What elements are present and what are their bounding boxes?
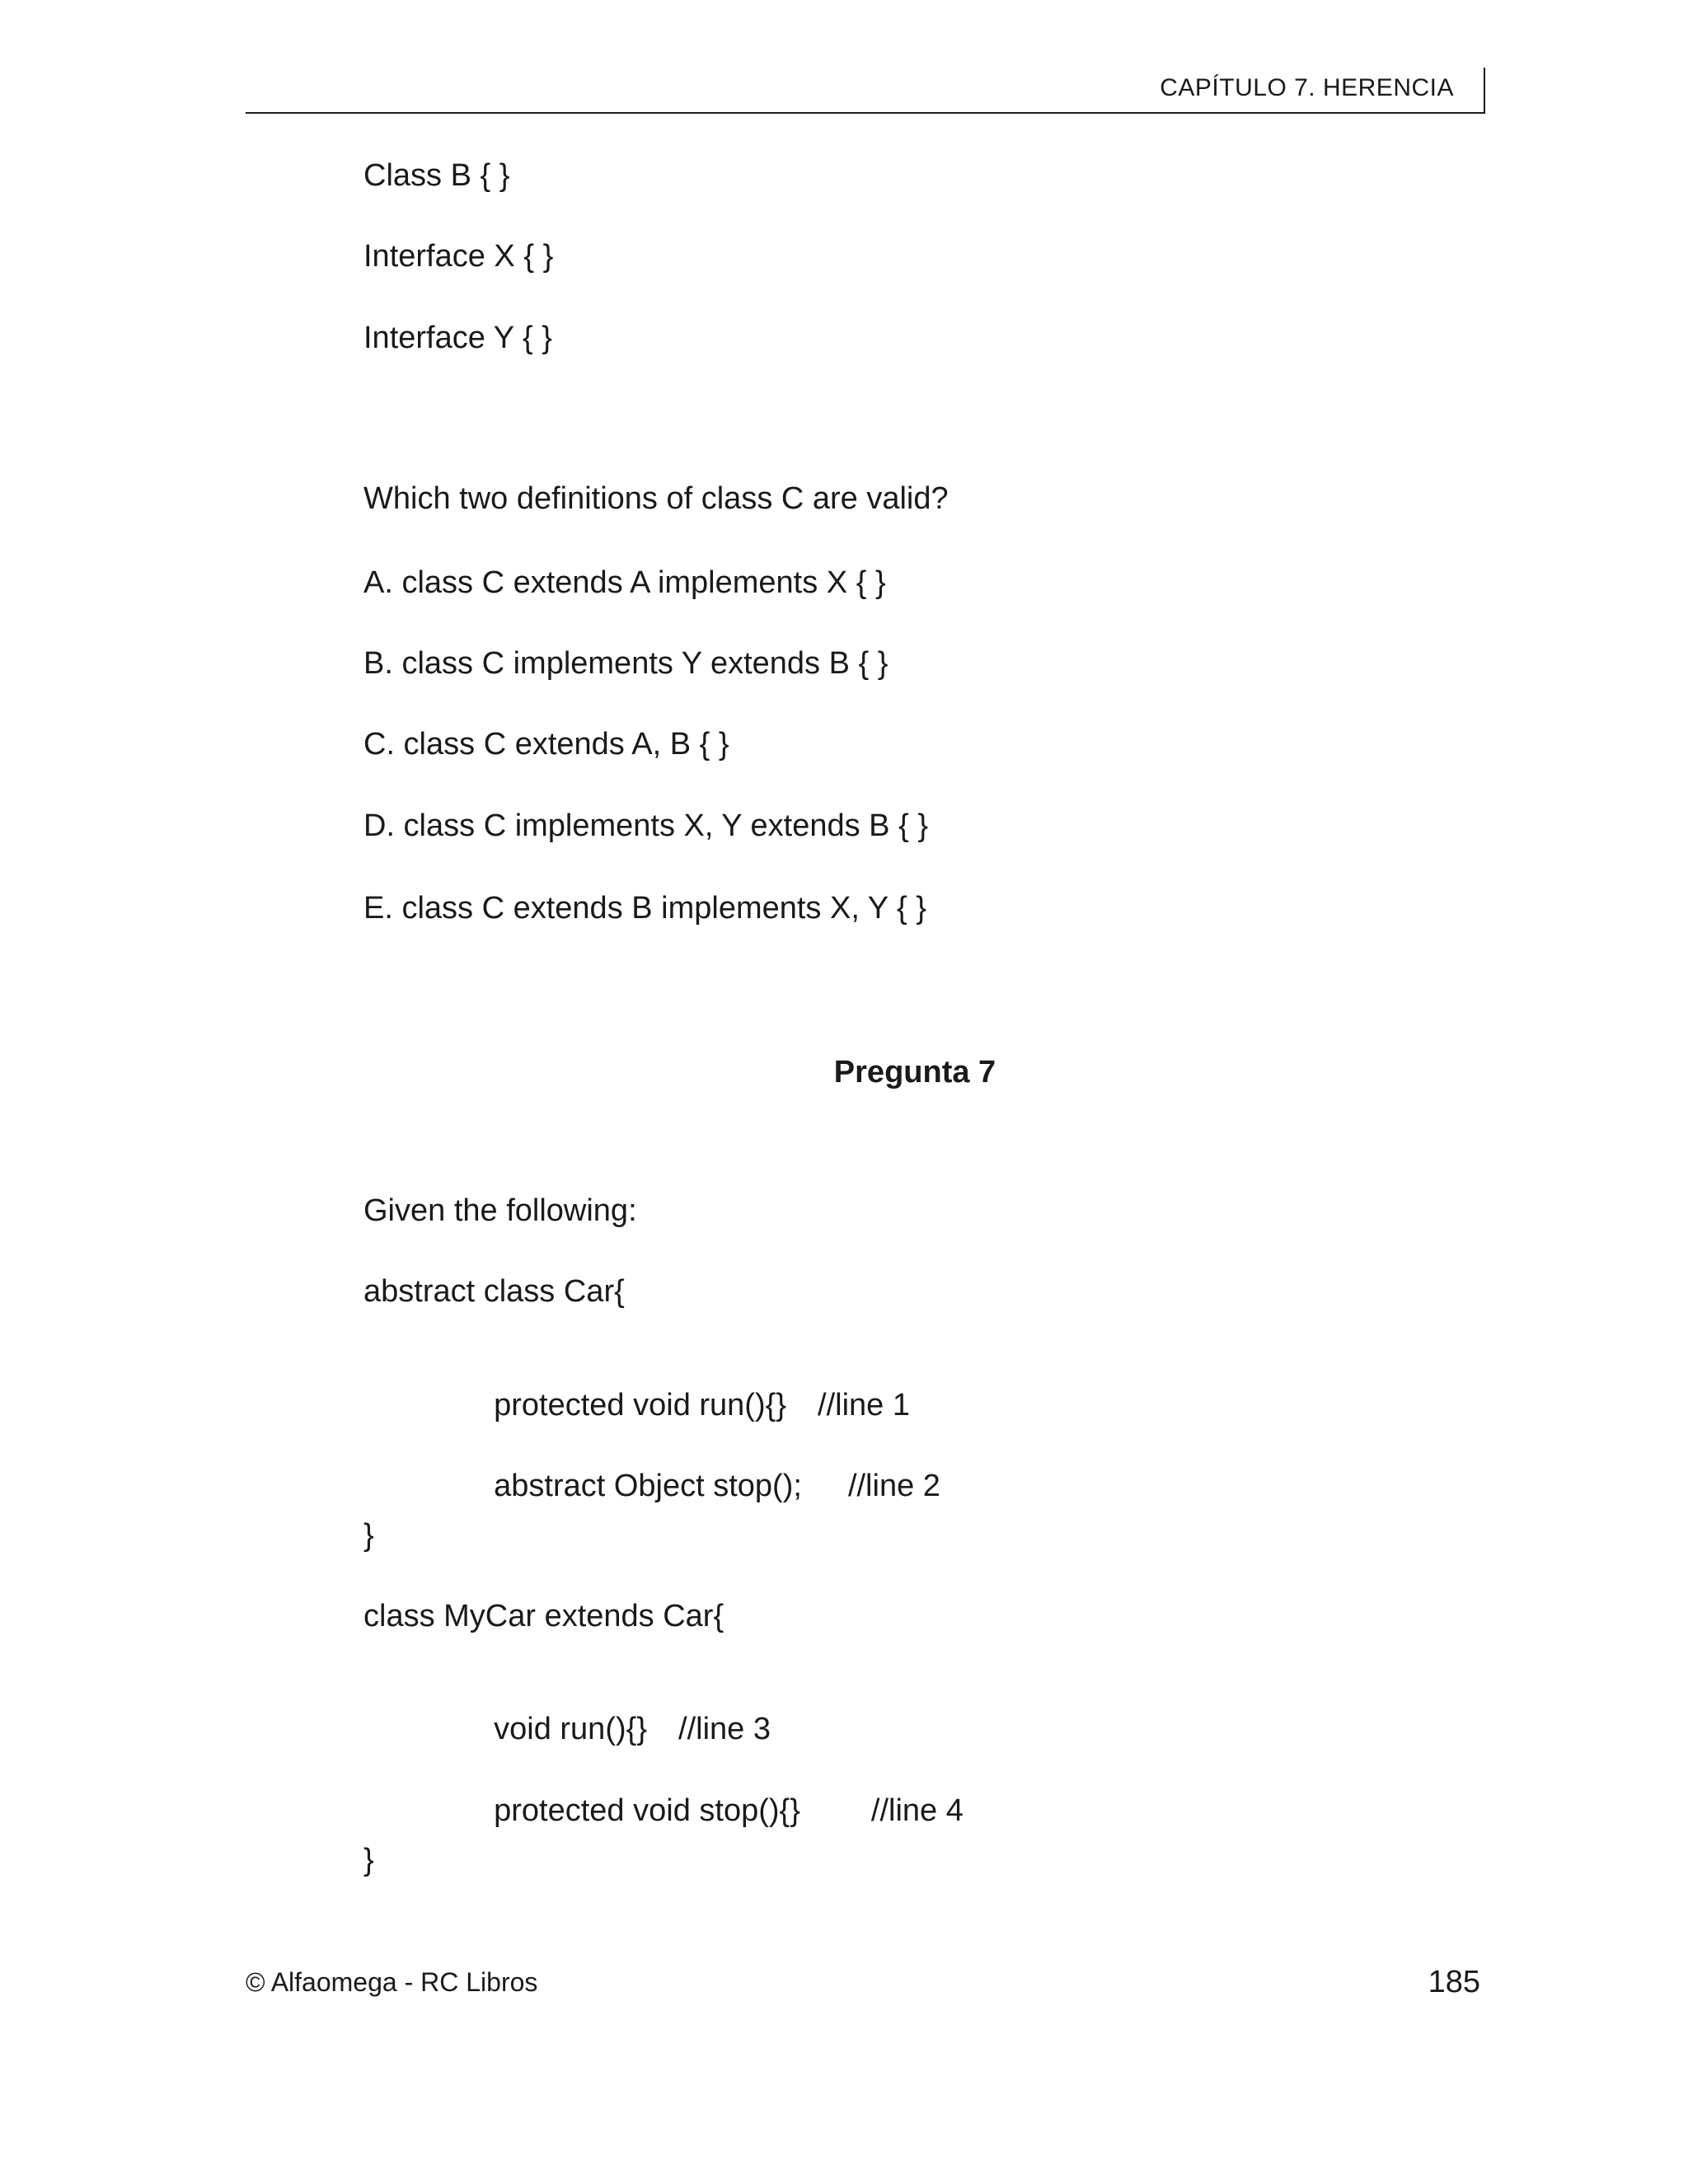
code-line-mycar-close: } bbox=[363, 1843, 374, 1877]
code-line-interface-y: Interface Y { } bbox=[363, 321, 552, 355]
code-line-1-code: protected void run(){} bbox=[494, 1388, 787, 1422]
code-line-3 bbox=[476, 1682, 771, 1745]
option-c: C. class C extends A, B { } bbox=[363, 727, 729, 762]
option-d: D. class C implements X, Y extends B { } bbox=[363, 808, 929, 843]
option-e: E. class C extends B implements X, Y { } bbox=[363, 891, 926, 926]
question-intro: Given the following: bbox=[363, 1193, 637, 1228]
code-line-mycar-open: class MyCar extends Car{ bbox=[363, 1599, 724, 1633]
option-b: B. class C implements Y extends B { } bbox=[363, 646, 889, 681]
page-number: 185 bbox=[1428, 1965, 1480, 1999]
option-a: A. class C extends A implements X { } bbox=[363, 565, 886, 600]
section-heading: Pregunta 7 bbox=[833, 1055, 996, 1090]
code-line-interface-x: Interface X { } bbox=[363, 239, 554, 274]
footer-publisher: © Alfaomega - RC Libros bbox=[246, 1967, 538, 1997]
code-line-car-open: abstract class Car{ bbox=[363, 1274, 625, 1309]
code-line-3-comment: //line 3 bbox=[678, 1712, 771, 1746]
header-rule bbox=[246, 112, 1485, 114]
header-rule-tick bbox=[1484, 68, 1485, 114]
code-line-2-comment: //line 2 bbox=[847, 1469, 940, 1503]
code-line-3-code: void run(){} bbox=[494, 1712, 648, 1746]
code-line-4-comment: //line 4 bbox=[870, 1793, 964, 1828]
running-head: CAPÍTULO 7. HERENCIA bbox=[1160, 74, 1454, 101]
code-line-4-code: protected void stop(){} bbox=[494, 1793, 800, 1828]
question-prompt: Which two definitions of class C are valid? bbox=[363, 481, 949, 516]
code-line-2-code: abstract Object stop(); bbox=[494, 1469, 802, 1503]
code-line-4 bbox=[476, 1764, 964, 1826]
code-line-2 bbox=[476, 1439, 940, 1502]
code-line-car-close: } bbox=[363, 1518, 374, 1553]
code-line-1 bbox=[476, 1358, 910, 1421]
code-line-class-b: Class B { } bbox=[363, 158, 510, 193]
code-line-1-comment: //line 1 bbox=[818, 1388, 910, 1422]
